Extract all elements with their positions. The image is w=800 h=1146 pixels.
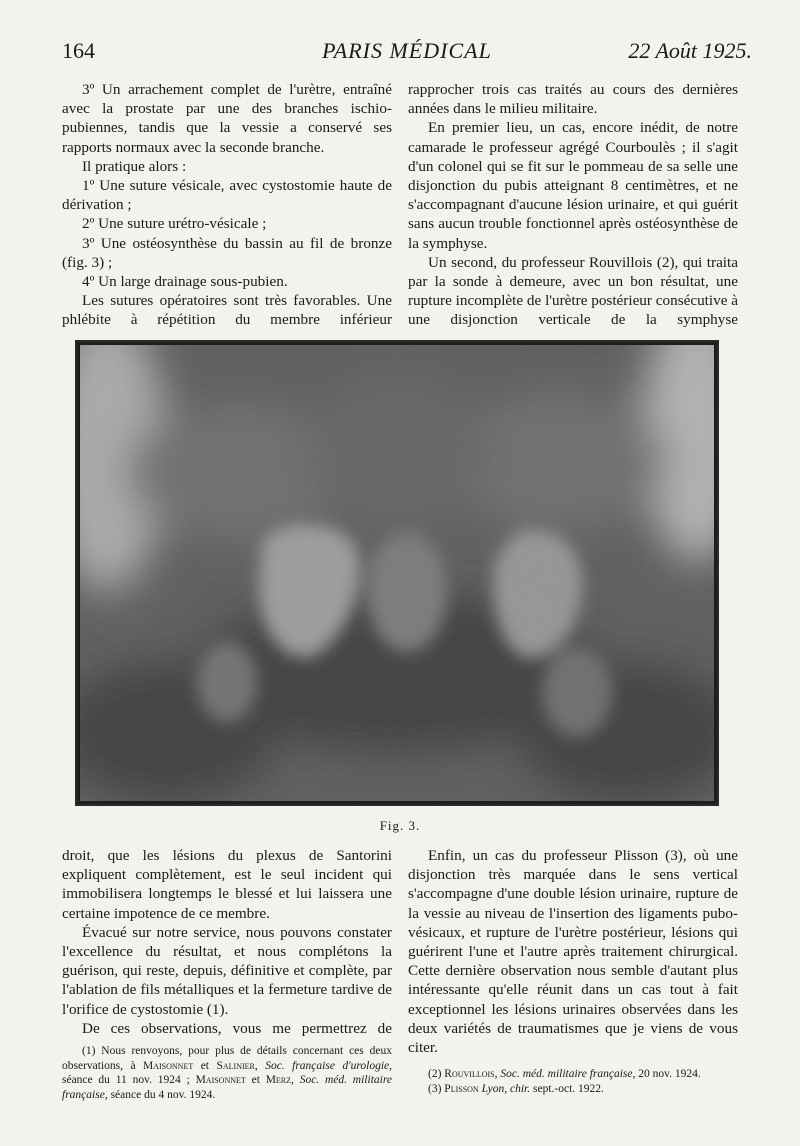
paragraph: Évacué sur notre service, nous pouvons constater l'excellence du résultat, et nous complétons la guérison, qui reste, depuis, définitive et complète, par l'ablation de fils métalliques et la fermeture tardive de l'orifice de cystostomie (1). bbox=[62, 923, 392, 1018]
footnote-text: , séance du 11 nov. 1924 ; bbox=[62, 1059, 392, 1087]
footnote-author: Maisonnet bbox=[143, 1059, 194, 1072]
paragraph: Enfin, un cas du professeur Plisson (3), où une disjonction très marquée dans le sens vertical s'accompagne d'une double lésion urinaire, rupture de la vessie au niveau de l'insertion des ligaments pubo-vésicaux, et rupture de l'urètre postérieur, lésions qui guérirent l'une et l'autre après traitement chirurgical. Cette dernière observation nous semble d'autant plus intéressante qu'elle réunit dans un cas tout à fait exceptionnel les lésions urinaires observées dans les deux variétés de traumatismes que je viens de vous citer. bbox=[408, 847, 738, 1057]
paragraph: De ces observations, vous me permettrez de bbox=[82, 1019, 392, 1037]
paragraph: Un second, du professeur Rouvillois (2), qui traita par la sonde à demeure, avec un bon résultat, une rupture incomplète de l'urètre postérieur consécutive à une disjonction verticale de la symphyse bbox=[408, 253, 738, 329]
footnote-journal: Lyon, chir. bbox=[481, 1082, 531, 1095]
footnote-author: Rouvillois bbox=[444, 1068, 495, 1081]
footnote-journal: Soc. méd. militaire française bbox=[62, 1074, 392, 1101]
footnote-text: , bbox=[494, 1068, 501, 1081]
paragraph: Il pratique alors : bbox=[82, 157, 187, 175]
footnote-text: sept.-oct. 1922. bbox=[530, 1082, 604, 1095]
paragraph: 3º Une ostéosynthèse du bassin au fil de bronze (fig. 3) ; bbox=[62, 234, 392, 271]
footnote-author: Merz bbox=[265, 1074, 292, 1087]
footnote-author: Maisonnet bbox=[195, 1074, 246, 1087]
bottom-left-column bbox=[62, 846, 392, 1102]
paragraph: 1º Une suture vésicale, avec cystostomie haute de dérivation ; bbox=[62, 177, 392, 214]
journal-title: PARIS MÉDICAL bbox=[322, 38, 492, 63]
footnote-text: , séance du 4 nov. 1924. bbox=[104, 1088, 216, 1101]
footnote-text: , 20 nov. 1924. bbox=[632, 1068, 701, 1081]
paragraph: droit, que les lésions du plexus de Santorini expliquent complètement, est le seul incident qui immobilisera longtemps le blessé et lui laissera une certaine impotence de ce membre. bbox=[62, 847, 392, 922]
footnote-author: Plisson bbox=[444, 1082, 479, 1095]
top-left-column bbox=[62, 80, 392, 330]
footnote-text: , bbox=[291, 1074, 300, 1087]
figure-caption: Fig. 3. bbox=[379, 818, 421, 833]
footnote-number: (2) bbox=[428, 1068, 445, 1081]
footnote-3 bbox=[408, 1082, 738, 1097]
footnote-author: Salinier bbox=[216, 1059, 255, 1072]
page-header bbox=[62, 38, 752, 70]
issue-date: 22 Août 1925. bbox=[628, 38, 752, 63]
footnote-journal: Soc. méd. militaire française bbox=[500, 1068, 633, 1081]
xray-figure bbox=[75, 340, 719, 806]
paragraph: En premier lieu, un cas, encore inédit, de notre camarade le professeur agrégé Courboulès ; il s'agit d'un colonel qui se fit sur le pommeau de sa selle une disjonction du pubis atteignant 8 centimètres, et ne s'accompagnant d'aucune lésion urinaire, et qui guérit sans aucun trouble fonctionnel après ostéosynthèse de la symphyse. bbox=[408, 119, 738, 252]
paragraph: 3º Un arrachement complet de l'urètre, entraîné avec la prostate par une des branches ischio-pubiennes, tandis que la vessie a conservé ses rapports normaux avec la seconde branche. bbox=[62, 81, 392, 156]
bottom-right-column bbox=[408, 846, 738, 1096]
footnote-text: et bbox=[245, 1074, 266, 1087]
footnote-2 bbox=[408, 1067, 738, 1082]
top-right-column bbox=[408, 80, 738, 330]
paragraph: 4º Un large drainage sous-pubien. bbox=[82, 273, 288, 291]
paragraph: rapprocher trois cas traités au cours des dernières années dans le milieu militaire. bbox=[408, 81, 738, 118]
paragraph: 2º Une suture urétro-vésicale ; bbox=[82, 215, 267, 233]
paragraph: Les sutures opératoires sont très favorables. Une phlébite à répétition du membre inférieur bbox=[62, 292, 392, 329]
footnote-text: et bbox=[193, 1059, 217, 1072]
footnote-text: , bbox=[254, 1059, 266, 1072]
page-number: 164 bbox=[62, 38, 95, 63]
footnote-number: (3) bbox=[428, 1082, 445, 1095]
footnote-text: (1) Nous renvoyons, pour plus de détails concernant ces deux observations, à bbox=[62, 1045, 392, 1072]
footnote-journal: Soc. française d'urologie bbox=[265, 1059, 390, 1072]
footnote-1 bbox=[62, 1044, 392, 1102]
pelvis-xray-image bbox=[77, 342, 717, 804]
